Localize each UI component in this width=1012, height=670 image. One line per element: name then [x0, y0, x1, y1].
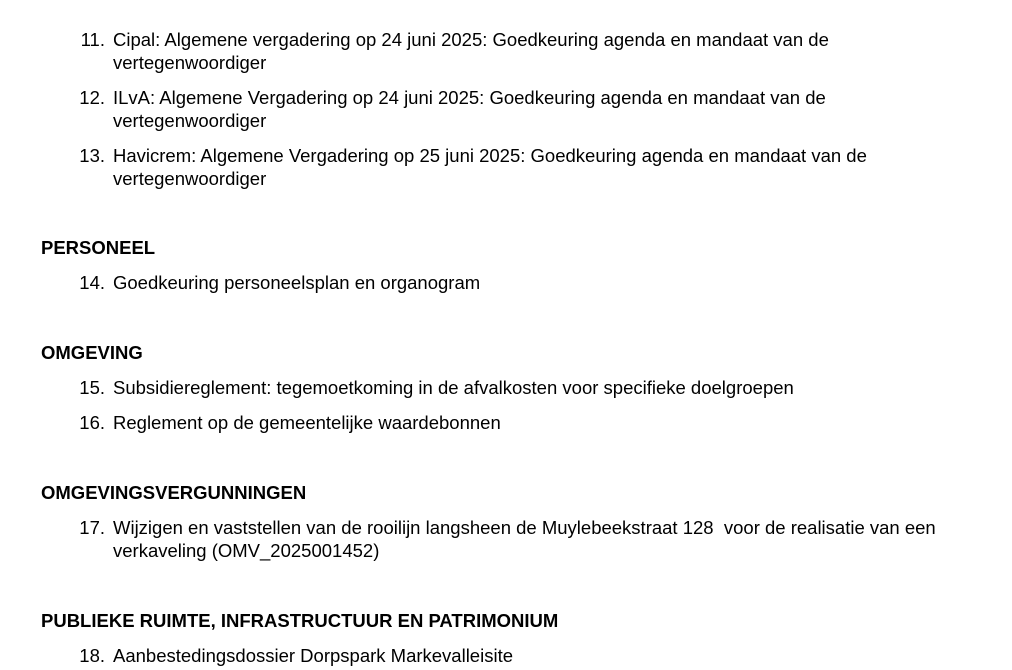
agenda-item-title: Subsidiereglement: tegemoetkoming in de afvalkosten voor specifieke doelgroepen	[113, 377, 794, 398]
section-heading-personeel: PERSONEEL	[41, 237, 156, 258]
agenda-item-number: 17.	[79, 517, 105, 538]
agenda-item-title: Reglement op de gemeentelijke waardebonnen	[113, 412, 501, 433]
agenda-item-number: 15.	[79, 377, 105, 398]
agenda-item-number: 12.	[79, 87, 105, 108]
agenda-item-number: 11.	[80, 29, 105, 50]
agenda-item-number: 18.	[79, 645, 105, 666]
agenda-item-title: Cipal: Algemene vergadering op 24 juni 2025: Goedkeuring agenda en mandaat van de vertegenwoordiger	[113, 29, 829, 73]
agenda-item-title: Havicrem: Algemene Vergadering op 25 juni 2025: Goedkeuring agenda en mandaat van de vertegenwoordiger	[113, 145, 867, 189]
agenda-item-title: ILvA: Algemene Vergadering op 24 juni 2025: Goedkeuring agenda en mandaat van de vertegenwoordiger	[113, 87, 826, 131]
section-heading-publieke-ruimte: PUBLIEKE RUIMTE, INFRASTRUCTUUR EN PATRIMONIUM	[41, 610, 559, 631]
agenda-item-number: 14.	[79, 272, 105, 293]
agenda-item-number: 16.	[79, 412, 105, 433]
section-heading-omgevingsvergunningen: OMGEVINGSVERGUNNINGEN	[41, 482, 307, 503]
agenda-item-title: Wijzigen en vaststellen van de rooilijn langsheen de Muylebeekstraat 128 voor de realisatie van een verkaveling (OMV_2025001452)	[113, 517, 941, 561]
section-heading-omgeving: OMGEVING	[41, 342, 143, 363]
agenda-item-title: Aanbestedingsdossier Dorpspark Markevalleisite	[113, 645, 513, 666]
agenda-item-title: Goedkeuring personeelsplan en organogram	[113, 272, 481, 293]
agenda-item-number: 13.	[79, 145, 105, 166]
